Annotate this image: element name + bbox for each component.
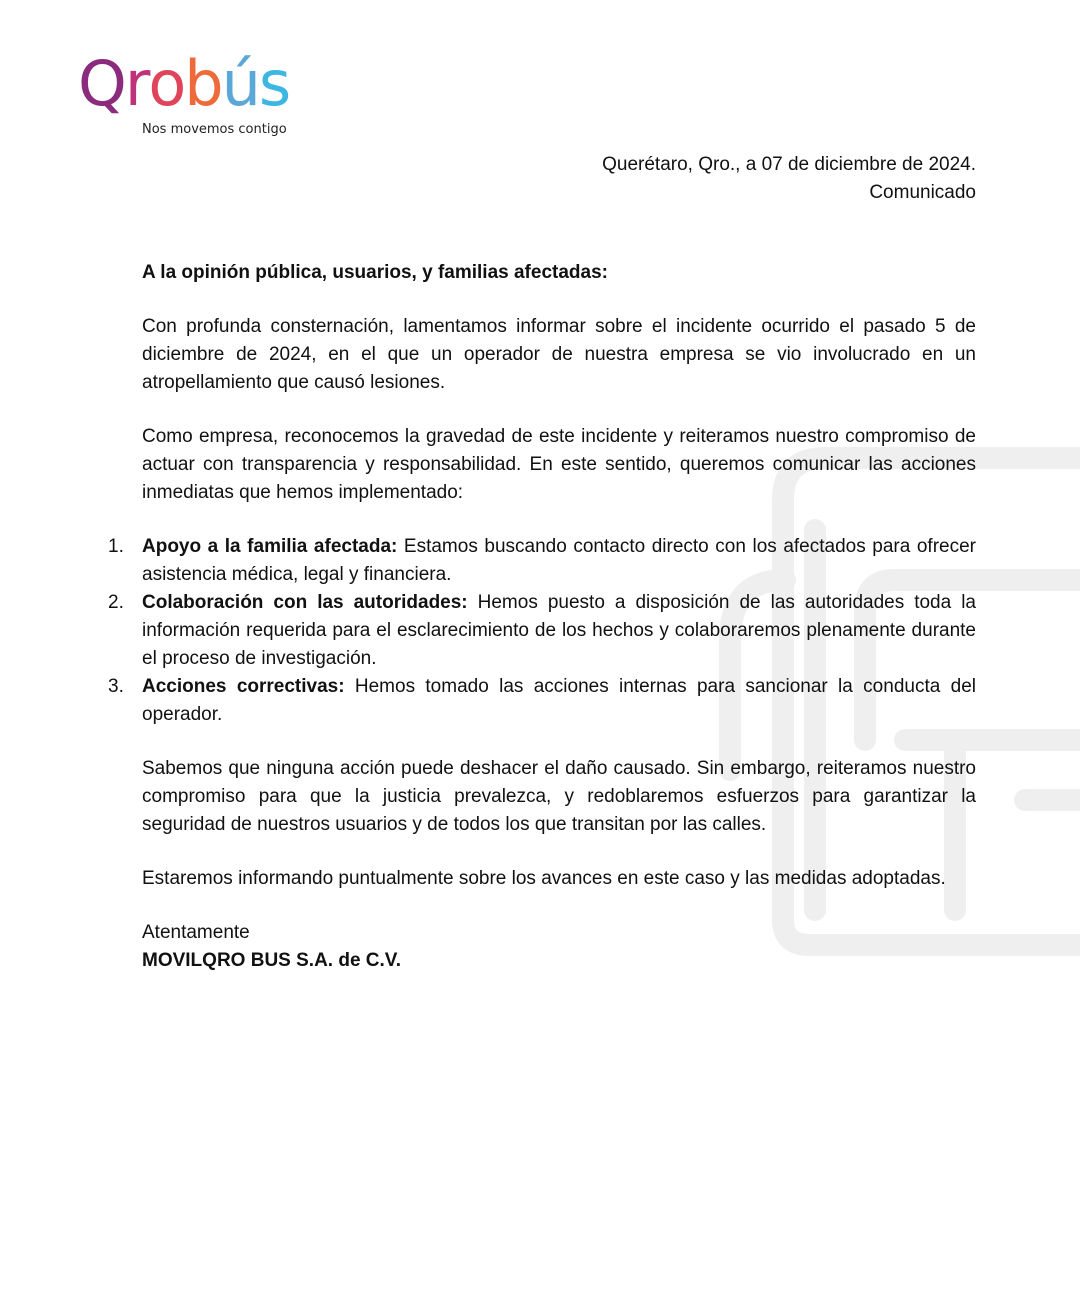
list-item bbox=[108, 589, 976, 673]
action-text: Hemos puesto a disposición de las autoridades toda la información requerida para el esclarecimiento de los hechos y colaboraremos plenamente durante el proceso de investigación. bbox=[142, 592, 976, 669]
list-number: 1. bbox=[108, 536, 124, 557]
letter-header bbox=[602, 151, 976, 207]
closing: Atentamente bbox=[142, 922, 250, 943]
paragraph-intro: Con profunda consternación, lamentamos informar sobre el incidente ocurrido el pasado 5 de diciembre de 2024, en el que un operador de nuestra empresa se vio involucrado en un atropellamiento que causó lesiones. bbox=[142, 316, 976, 393]
qrobus-logo bbox=[78, 44, 308, 144]
qrobus-wordmark bbox=[78, 44, 289, 124]
action-title: Colaboración con las autoridades: bbox=[142, 592, 468, 613]
action-title: Acciones correctivas: bbox=[142, 676, 345, 697]
actions-list bbox=[108, 533, 976, 729]
paragraph-justice: Sabemos que ninguna acción puede deshacer el daño causado. Sin embargo, reiteramos nuestro compromiso para que la justicia prevalezca, y redoblaremos esfuerzos para garantizar la seguridad de nuestros usuarios y de todos los que transitan por las calles. bbox=[142, 758, 976, 835]
list-number: 3. bbox=[108, 676, 124, 697]
list-number: 2. bbox=[108, 592, 124, 613]
logo-letter: Q bbox=[78, 47, 125, 120]
action-text: Estamos buscando contacto directo con los afectados para ofrecer asistencia médica, legal y financiera. bbox=[142, 536, 976, 585]
logo-letter: ú bbox=[221, 47, 259, 120]
logo-letter: o bbox=[148, 47, 185, 120]
logo-letter: b bbox=[184, 47, 222, 120]
logo-tagline: Nos movemos contigo bbox=[142, 122, 287, 137]
paragraph-updates: Estaremos informando puntualmente sobre los avances en este caso y las medidas adoptadas. bbox=[142, 868, 946, 889]
logo-letter: s bbox=[258, 47, 290, 120]
letter-body bbox=[108, 259, 976, 975]
place-date: Querétaro, Qro., a 07 de diciembre de 2024. bbox=[602, 154, 976, 175]
paragraph-commitment: Como empresa, reconocemos la gravedad de este incidente y reiteramos nuestro compromiso de actuar con transparencia y responsabilidad. En este sentido, queremos comunicar las acciones inmediatas que hemos implementado: bbox=[142, 426, 976, 503]
list-item bbox=[108, 533, 976, 589]
action-text: Hemos tomado las acciones internas para sancionar la conducta del operador. bbox=[142, 676, 976, 725]
salutation: A la opinión pública, usuarios, y familias afectadas: bbox=[142, 262, 608, 283]
logo-letter: r bbox=[124, 47, 149, 120]
company-signature: MOVILQRO BUS S.A. de C.V. bbox=[142, 950, 402, 971]
document-type: Comunicado bbox=[869, 182, 976, 203]
list-item bbox=[108, 673, 976, 729]
action-title: Apoyo a la familia afectada: bbox=[142, 536, 398, 557]
